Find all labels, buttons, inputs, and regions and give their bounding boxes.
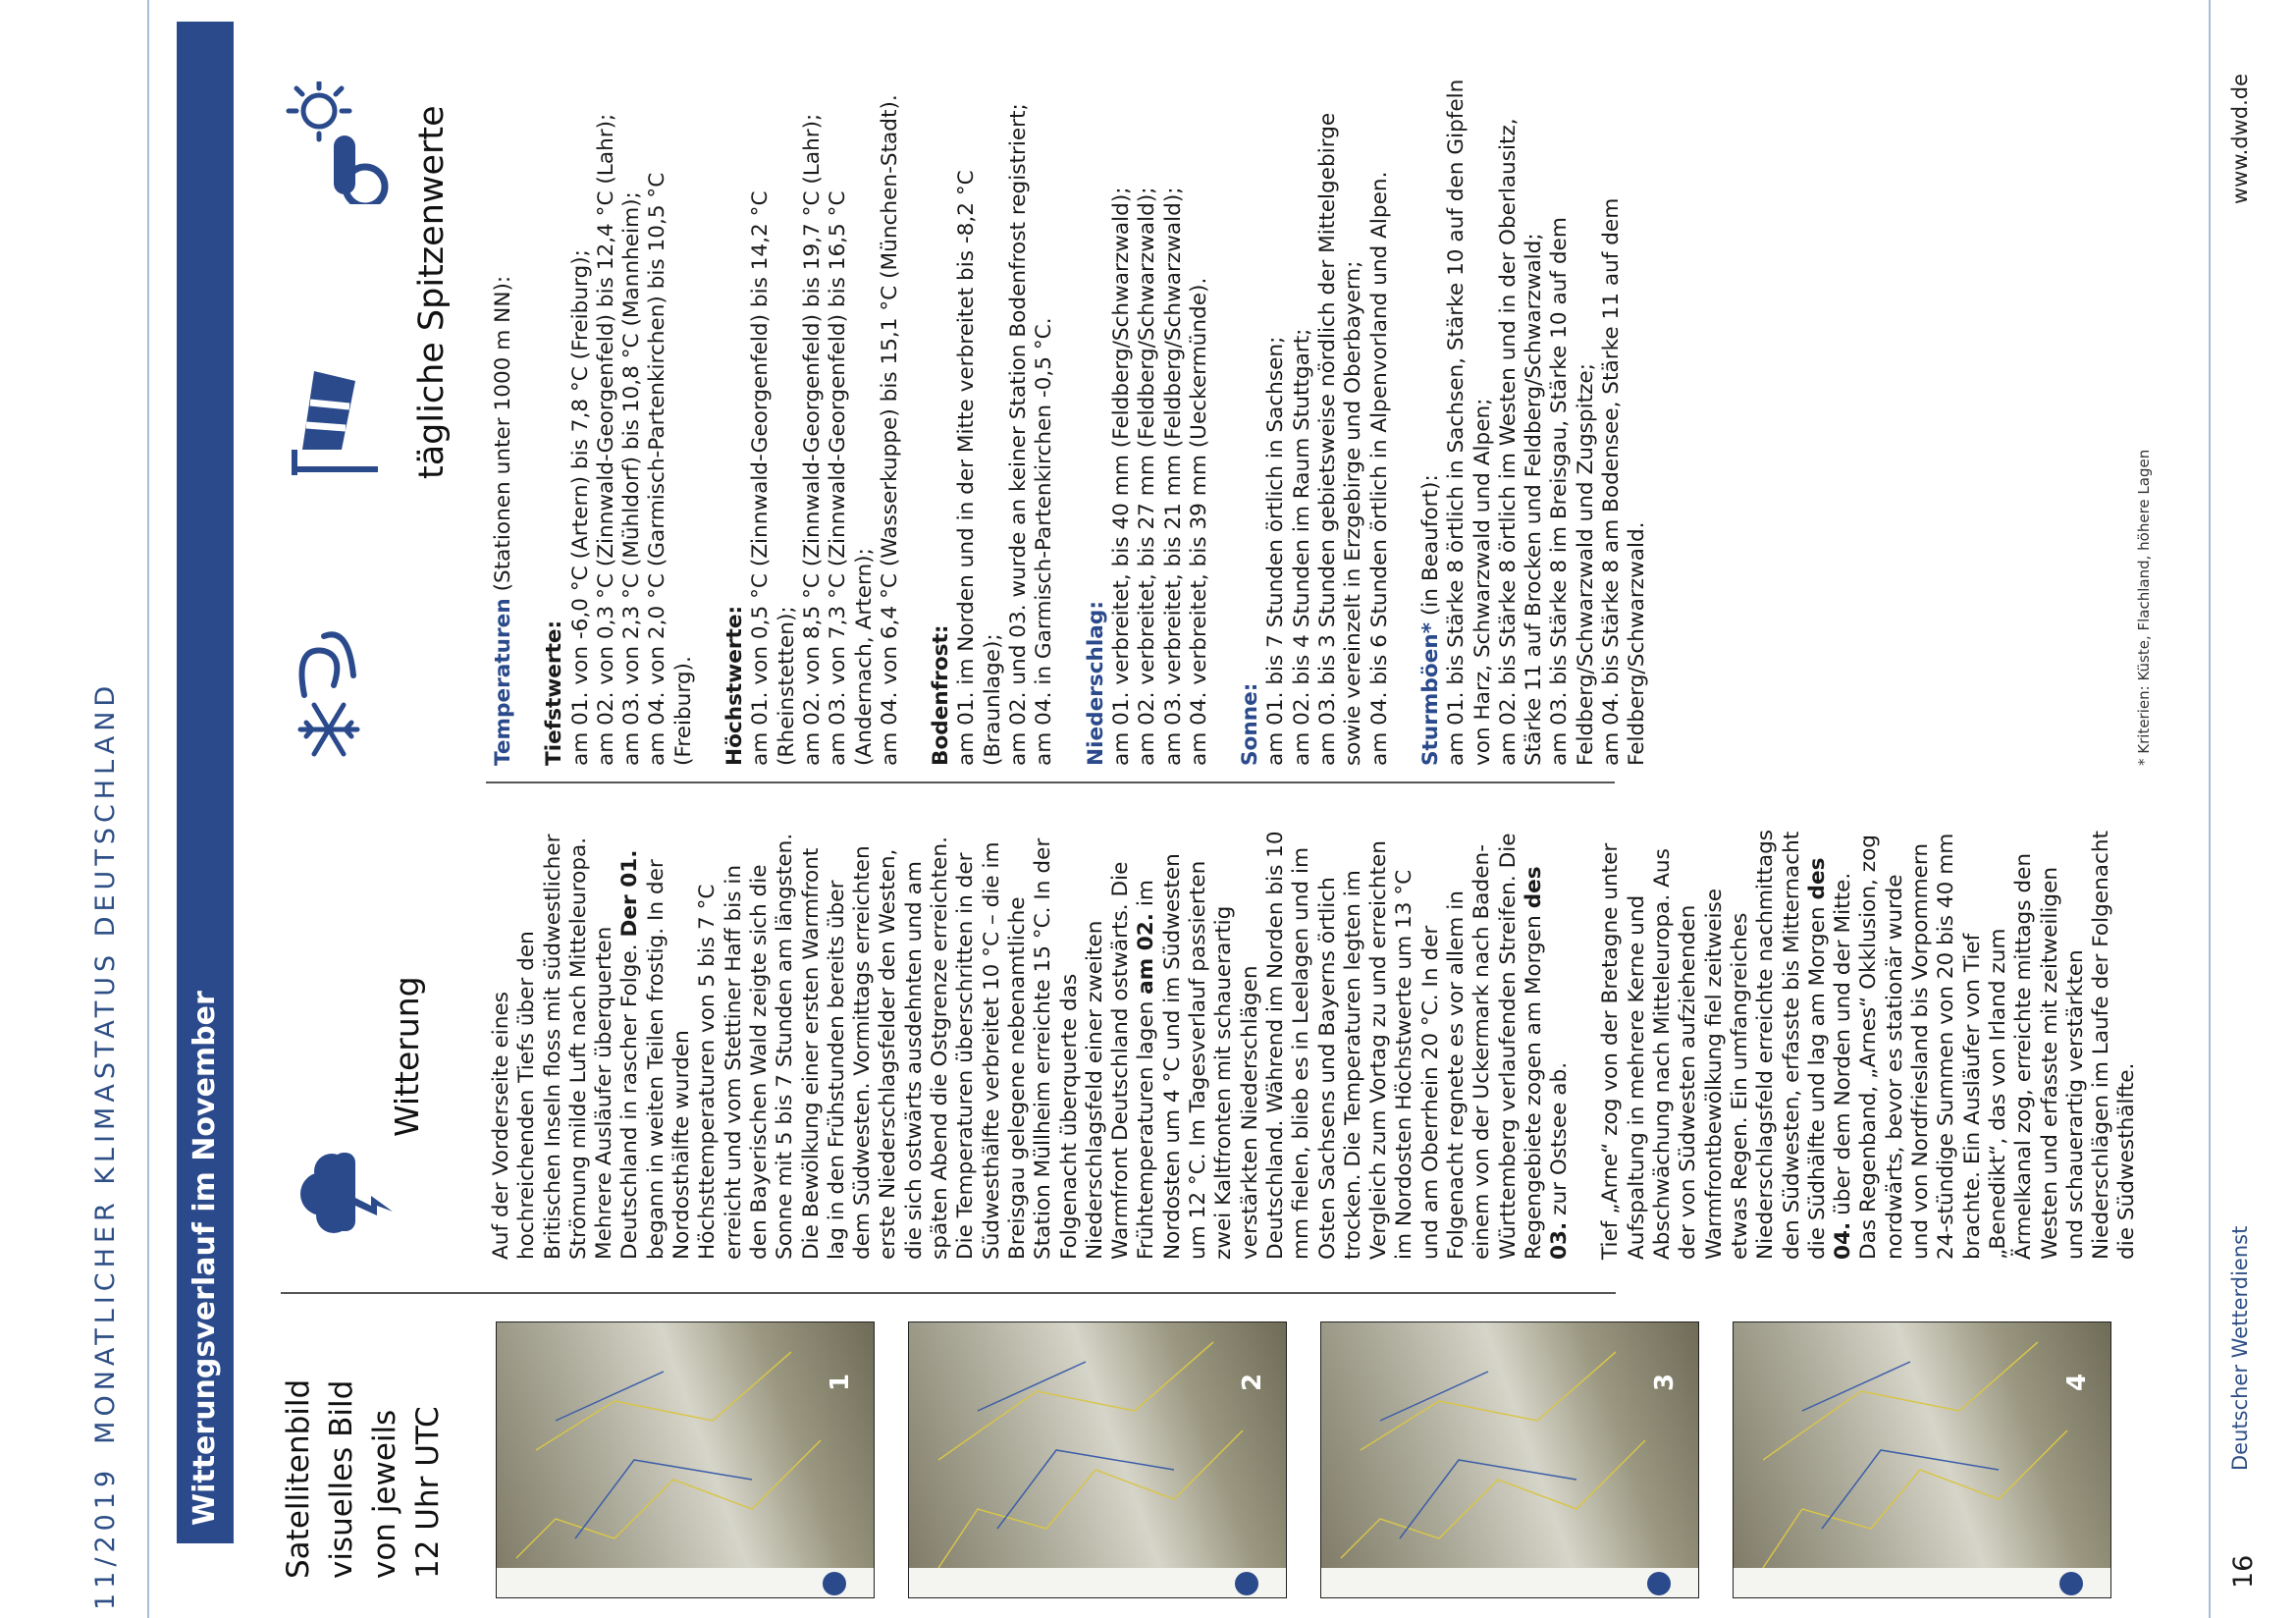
sonne-title: Sonne: xyxy=(1238,682,1263,766)
list-item: am 03. verbreitet, bis 21 mm (Feldberg/Schwarzwald); xyxy=(1160,187,1186,766)
column-header-line: von jeweils xyxy=(367,1409,402,1579)
image-legend-strip xyxy=(1321,1568,1698,1597)
column-header-line: visuelles Bild xyxy=(324,1379,359,1579)
text-segment: im Nordosten um 4 °C und im Südwesten um 12 °C. Im Tagesverlauf passierten zwei Kaltfronten mit schauerartig verstärkten Niederschlägen Deutschland. Während im Norden bis 10 mm fielen, blieb es in Leelagen und im Osten Sachsens und Bayerns örtlich trocken. Die Temperaturen legten im Vergleich zum Vortag zu und erreichten im Nordosten Höchstwerte um 13 °C und am Oberrhein 20 °C. In der Folgenacht regnete es vor allem in einem von der Uckermark nach Baden-Württemberg verlaufenden Streifen. Die Regengebiete zogen am Morgen xyxy=(1134,831,1546,1260)
satellite-image-4 xyxy=(1733,1321,2111,1598)
list-item: am 01. bis 7 Stunden örtlich in Sachsen; xyxy=(1263,336,1289,766)
satellite-image-3 xyxy=(1320,1321,1699,1598)
footer-url: www.dwd.de xyxy=(2228,73,2252,204)
temperaturen-title: Temperaturen xyxy=(491,598,515,766)
list-item: am 02. von 8,5 °C (Zinnwald-Georgenfeld) bis 19,7 °C (Lahr); xyxy=(799,113,825,766)
hoechstwerte-section xyxy=(722,79,903,766)
column-header-line: Satellitenbild xyxy=(281,1378,316,1579)
text-segment: begann in weiten Teilen frostig. In der Nordosthälfte wurden Höchsttemperaturen von 5 bis 7 °C erreicht und vom Stettiner Haff bis in den Bayerischen Wald zeigte sich die Sonne mit 5 bis 7 Stunden am längsten. Die Bewölkung einer ersten Warmfront lag in den Frühstunden bereits über dem Südwesten. Vormittags erreichten erste Niederschlagsfelder den Westen, die sich ostwärts ausdehnten und am späten Abend die Ostgrenze erreichten. Die Temperaturen überschritten in der Südwesthälfte verbreitet 10 °C – die im Breisgau gelegene nebenamtliche Station Müllheim erreichte 15 °C. In der Folgenacht überquerte das Niederschlagsfeld einer zweiten Warmfront Deutschland ostwärts. Die Frühtemperaturen lagen xyxy=(643,833,1159,1260)
hoechstwerte-title: Höchstwerte: xyxy=(722,605,748,766)
tiefstwerte-title: Tiefstwerte: xyxy=(542,620,567,766)
dwd-logo-icon xyxy=(2059,1572,2083,1595)
list-item: am 04. in Garmisch-Partenkirchen -0,5 °C. xyxy=(1032,317,1057,766)
text-segment: über dem Norden und der Mitte. Das Regenband, „Arnes“ Okklusion, zog nordwärts, bevor es stationär wurde und von Nordfriesland bis Vorpommern 24-stündige Summen von 20 bis 40 mm brachte. Ein Ausläufer von Tief „Benedikt“, das von Irland zum Ärmelkanal zog, erreichte mittags den Westen und erfasste mit zeitweiligen und schauerartig verstärkten Niederschlägen im Laufe der Folgenacht die Südwesthälfte. xyxy=(1831,830,2140,1260)
column-header-spitzenwerte: tägliche Spitzenwerte xyxy=(412,105,452,479)
column-divider xyxy=(281,1292,1616,1294)
dwd-logo-icon xyxy=(823,1572,846,1595)
frame-line-bottom xyxy=(2209,0,2211,1618)
list-item: am 01. verbreitet, bis 40 mm (Feldberg/Schwarzwald); xyxy=(1108,187,1134,766)
list-item: am 04. verbreitet, bis 39 mm (Ueckermünde). xyxy=(1186,277,1211,766)
list-item: am 03. bis 3 Stunden gebietsweise nördlich der Mittelgebirge sowie vereinzelt in Erzgebirge und Oberbayern; xyxy=(1315,112,1366,766)
sturmboeen-note: (in Beaufort): xyxy=(1417,474,1443,622)
issue-code: 11/2019 xyxy=(90,1465,121,1610)
list-item: am 04. bis 6 Stunden örtlich in Alpenvorland und Alpen. xyxy=(1366,171,1392,766)
sturmboeen-title: Sturmböen* xyxy=(1417,621,1443,766)
image-number: 3 xyxy=(1650,1373,1680,1391)
satellite-image-1 xyxy=(496,1321,875,1598)
temperaturen-note: (Stationen unter 1000 m NN): xyxy=(491,275,515,599)
list-item: am 02. und 03. wurde an keiner Station Bodenfrost registriert; xyxy=(1006,103,1032,766)
bodenfrost-title: Bodenfrost: xyxy=(929,624,954,766)
niederschlag-section xyxy=(1084,79,1212,766)
criteria-footnote: * Kriterien: Küste, Flachland, höhere Lagen xyxy=(2135,449,2153,766)
list-item: am 02. von 0,3 °C (Zinnwald-Georgenfeld) bis 12,4 °C (Lahr); xyxy=(593,113,618,766)
image-legend-strip xyxy=(497,1568,874,1597)
list-item: am 03. von 7,3 °C (Zinnwald-Georgenfeld) bis 16,5 °C (Andernach, Artern); xyxy=(826,190,877,766)
dwd-logo-icon xyxy=(1235,1572,1258,1595)
image-number: 4 xyxy=(2062,1373,2092,1391)
text-segment-bold: des 03. xyxy=(1521,866,1573,1260)
column-divider xyxy=(486,782,1615,783)
niederschlag-title: Niederschlag: xyxy=(1083,601,1108,766)
page-number: 16 xyxy=(2228,1554,2259,1589)
dwd-logo-icon xyxy=(1647,1572,1671,1595)
column-header-line: 12 Uhr UTC xyxy=(410,1406,446,1579)
windsock-icon xyxy=(285,351,383,479)
sonne-section xyxy=(1238,79,1393,766)
tiefstwerte-section xyxy=(542,79,697,766)
column-header-witterung: Witterung xyxy=(388,976,426,1137)
snowflake-icon xyxy=(294,695,363,764)
sun-thermometer-icon xyxy=(275,81,398,204)
bodenfrost-section xyxy=(929,79,1057,766)
image-legend-strip xyxy=(909,1568,1286,1597)
image-legend-strip xyxy=(1734,1568,2110,1597)
column-header-satellite xyxy=(277,1323,450,1579)
text-segment-bold: am 02. xyxy=(1134,913,1159,995)
witterung-text xyxy=(489,828,2166,1260)
witterung-paragraph xyxy=(489,828,1573,1260)
list-item: am 01. von 0,5 °C (Zinnwald-Georgenfeld) bis 14,2 °C (Rheinstetten); xyxy=(748,190,799,766)
spitzenwerte-text xyxy=(491,79,1677,766)
frame-line-top xyxy=(147,0,149,1618)
text-segment: Auf der Vorderseite eines hochreichenden Tiefs über den Britischen Inseln floss mit südwestlicher Strömung milde Luft nach Mitteleuropa. Mehrere Ausläufer überquerten Deutschland in rascher Folge. xyxy=(489,834,643,1260)
witterung-paragraph xyxy=(1598,828,2140,1260)
list-item: am 04. von 2,0 °C (Garmisch-Partenkirchen) bis 10,5 °C (Freiburg). xyxy=(645,172,696,766)
list-item: am 04. von 6,4 °C (Wasserkuppe) bis 15,1 °C (München-Stadt). xyxy=(877,94,902,766)
publication-title: MONATLICHER KLIMASTATUS DEUTSCHLAND xyxy=(90,680,121,1444)
list-item: am 01. im Norden und in der Mitte verbreitet bis -8,2 °C (Braunlage); xyxy=(954,170,1005,766)
satellite-image-2 xyxy=(908,1321,1287,1598)
list-item: am 02. verbreitet, bis 27 mm (Feldberg/Schwarzwald); xyxy=(1135,187,1160,766)
image-number: 1 xyxy=(826,1373,855,1391)
text-segment-bold: Der 01. xyxy=(617,849,643,938)
list-item: am 01. von -6,0 °C (Artern) bis 7,8 °C (Freiburg); xyxy=(567,249,593,766)
text-segment: Tief „Arne“ zog von der Bretagne unter Aufspaltung in mehrere Kerne und Abschwächung nach Mitteleuropa. Aus der von Südwesten aufziehenden Warmfrontbewölkung fiel zeitweise etwas Regen. Ein umfangreiches Niederschlagsfeld erreichte nachmittags den Südwesten, erfasste bis Mitternacht die Südhälfte und lag am Morgen xyxy=(1598,829,1830,1260)
text-segment: zur Ostsee ab. xyxy=(1547,1061,1573,1222)
list-item: am 03. bis Stärke 8 im Breisgau, Stärke 10 auf dem Feldberg/Schwarzwald und Zugspitze; xyxy=(1547,217,1598,766)
image-number: 2 xyxy=(1238,1373,1267,1391)
footer-organization: Deutscher Wetterdienst xyxy=(2228,1225,2252,1471)
list-item: am 02. bis Stärke 8 örtlich im Westen und in der Oberlausitz, Stärke 11 auf Brocken und Feldberg/Schwarzwald; xyxy=(1495,118,1547,766)
temperaturen-section xyxy=(491,79,516,766)
cloud-lightning-icon xyxy=(294,1137,398,1245)
section-title-bar: Witterungsverlauf im November xyxy=(177,22,234,1543)
list-item: am 03. von 2,3 °C (Mühldorf) bis 10,8 °C (Mannheim); xyxy=(619,191,645,766)
text-segment-bold: des 04. xyxy=(1804,857,1856,1260)
list-item: am 02. bis 4 Stunden im Raum Stuttgart; xyxy=(1289,328,1314,766)
wind-gust-icon xyxy=(294,617,373,705)
sturmboeen-section xyxy=(1418,79,1651,766)
document-header xyxy=(90,681,121,1610)
list-item: am 04. bis Stärke 8 am Bodensee, Stärke 11 auf dem Feldberg/Schwarzwald. xyxy=(1598,197,1650,766)
list-item: am 01. bis Stärke 8 örtlich in Sachsen, Stärke 10 auf den Gipfeln von Harz, Schwarzwald und Alpen; xyxy=(1444,79,1495,766)
